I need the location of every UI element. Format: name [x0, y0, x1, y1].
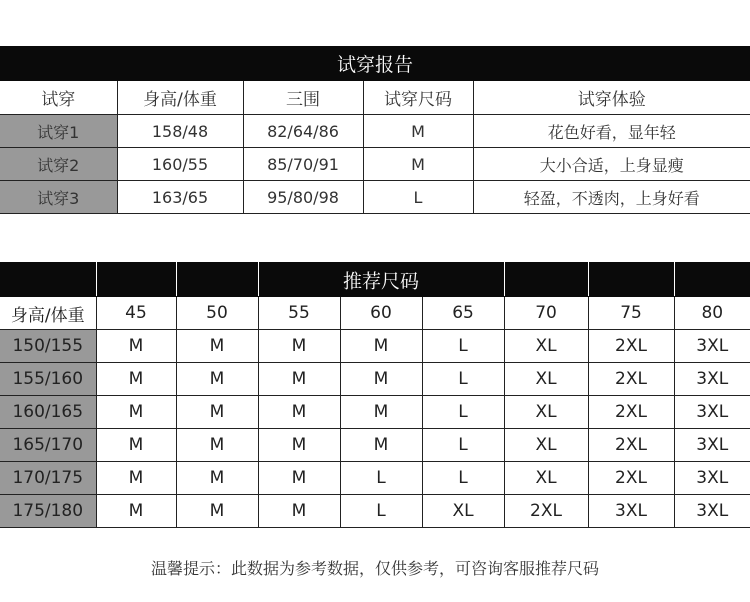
size-cell: M: [176, 429, 258, 462]
size-cell: M: [96, 429, 176, 462]
size-cell: M: [176, 363, 258, 396]
weight-header-cell: 80: [674, 297, 750, 330]
tryon-row-label: 试穿1: [0, 115, 117, 148]
tryon-header-cell: 试穿: [0, 81, 117, 115]
tryon-row: [0, 181, 750, 214]
size-header-row: [0, 297, 750, 330]
size-cell: 2XL: [504, 495, 588, 528]
size-cell: XL: [504, 396, 588, 429]
tryon-row-label: 试穿2: [0, 148, 117, 181]
size-cell: 3XL: [674, 330, 750, 363]
size-cell: L: [340, 495, 422, 528]
height-label: 170/175: [0, 462, 96, 495]
size-cell: M: [258, 429, 340, 462]
tryon-cell: M: [363, 115, 473, 148]
size-cell: 3XL: [674, 363, 750, 396]
size-cell: M: [96, 462, 176, 495]
size-cell: L: [422, 330, 504, 363]
height-label: 160/165: [0, 396, 96, 429]
size-cell: M: [96, 363, 176, 396]
size-cell: M: [96, 330, 176, 363]
size-cell: XL: [504, 363, 588, 396]
size-cell: M: [176, 396, 258, 429]
size-cell: M: [258, 462, 340, 495]
size-cell: M: [340, 363, 422, 396]
size-row: [0, 462, 750, 495]
size-cell: 3XL: [588, 495, 674, 528]
size-cell: 2XL: [588, 429, 674, 462]
size-cell: 2XL: [588, 396, 674, 429]
weight-header-cell: 70: [504, 297, 588, 330]
size-cell: 3XL: [674, 495, 750, 528]
size-cell: XL: [504, 462, 588, 495]
size-cell: L: [422, 429, 504, 462]
tryon-cell: 85/70/91: [243, 148, 363, 181]
size-tip-note: 温馨提示：此数据为参考数据，仅供参考，可咨询客服推荐尺码: [150, 559, 599, 578]
size-row: [0, 330, 750, 363]
size-cell: M: [96, 495, 176, 528]
size-cell: M: [176, 330, 258, 363]
tryon-report-title: 试穿报告: [0, 47, 750, 81]
size-cell: XL: [504, 330, 588, 363]
size-cell: M: [258, 330, 340, 363]
size-row: [0, 396, 750, 429]
recommended-size-table: [0, 262, 750, 528]
size-cell: 2XL: [588, 363, 674, 396]
height-label: 175/180: [0, 495, 96, 528]
tryon-cell: 95/80/98: [243, 181, 363, 214]
size-table-title: 推荐尺码: [343, 270, 420, 292]
weight-header-cell: 50: [176, 297, 258, 330]
size-cell: XL: [422, 495, 504, 528]
size-cell: 2XL: [588, 330, 674, 363]
weight-header-cell: 60: [340, 297, 422, 330]
size-cell: M: [258, 495, 340, 528]
tryon-row: [0, 115, 750, 148]
tryon-report-table: [0, 46, 750, 214]
tryon-cell: M: [363, 148, 473, 181]
size-row: [0, 429, 750, 462]
size-cell: M: [340, 396, 422, 429]
weight-header-cell: 45: [96, 297, 176, 330]
size-title-row: [0, 263, 750, 297]
size-cell: M: [340, 429, 422, 462]
size-cell: M: [176, 495, 258, 528]
size-cell: L: [340, 462, 422, 495]
height-label: 150/155: [0, 330, 96, 363]
weight-header-cell: 65: [422, 297, 504, 330]
weight-header-cell: 75: [588, 297, 674, 330]
size-cell: L: [422, 396, 504, 429]
weight-header-cell: 55: [258, 297, 340, 330]
tryon-cell: 163/65: [117, 181, 243, 214]
tryon-header-row: [0, 81, 750, 115]
size-cell: 3XL: [674, 429, 750, 462]
size-cell: M: [176, 462, 258, 495]
tryon-header-cell: 三围: [243, 81, 363, 115]
tryon-cell: 82/64/86: [243, 115, 363, 148]
size-cell: M: [340, 330, 422, 363]
size-cell: 3XL: [674, 462, 750, 495]
size-cell: M: [258, 363, 340, 396]
tryon-cell: 160/55: [117, 148, 243, 181]
size-cell: L: [422, 363, 504, 396]
size-cell: 2XL: [588, 462, 674, 495]
size-header-label: 身高/体重: [0, 297, 96, 330]
tryon-cell: 大小合适，上身显瘦: [473, 148, 750, 181]
size-cell: M: [258, 396, 340, 429]
height-label: 165/170: [0, 429, 96, 462]
tryon-cell: L: [363, 181, 473, 214]
tryon-cell: 轻盈，不透肉，上身好看: [473, 181, 750, 214]
size-cell: XL: [504, 429, 588, 462]
height-label: 155/160: [0, 363, 96, 396]
size-row: [0, 495, 750, 528]
size-row: [0, 363, 750, 396]
tryon-row: [0, 148, 750, 181]
tryon-header-cell: 试穿体验: [473, 81, 750, 115]
size-cell: L: [422, 462, 504, 495]
size-cell: 3XL: [674, 396, 750, 429]
tryon-cell: 花色好看，显年轻: [473, 115, 750, 148]
tryon-header-cell: 身高/体重: [117, 81, 243, 115]
tryon-cell: 158/48: [117, 115, 243, 148]
tryon-row-label: 试穿3: [0, 181, 117, 214]
tryon-header-cell: 试穿尺码: [363, 81, 473, 115]
size-cell: M: [96, 396, 176, 429]
